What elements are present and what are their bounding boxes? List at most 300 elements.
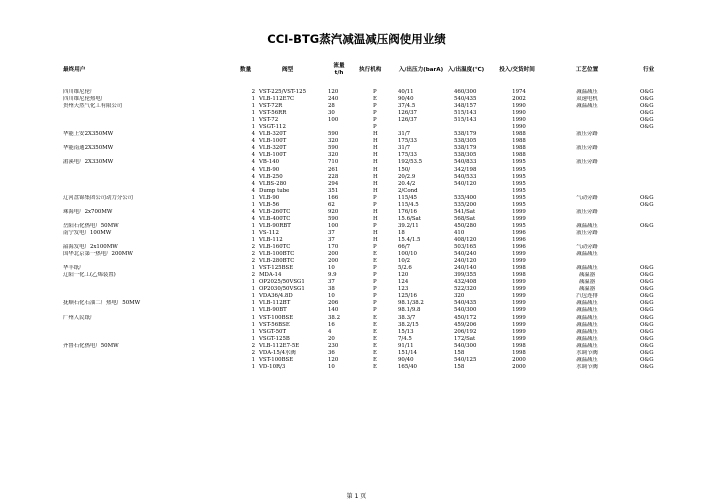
cell-temperature: 399/355 bbox=[454, 272, 477, 279]
cell-year: 1999 bbox=[512, 314, 526, 321]
cell-pressure: 40/11 bbox=[398, 89, 414, 95]
cell-year: 1999 bbox=[512, 286, 526, 293]
cell-position: 液压旁路 bbox=[576, 145, 598, 152]
cell-position: 减温减压 bbox=[576, 335, 598, 342]
cell-model: VLB-160TC bbox=[259, 244, 291, 251]
cell-industry: O&G bbox=[640, 222, 654, 229]
cell-model: VLB-112 bbox=[259, 236, 283, 243]
cell-flow: 206 bbox=[328, 300, 339, 307]
cell-user: 辽阳一化工(乙烯装置) bbox=[63, 272, 116, 279]
cell-qty: 2 bbox=[251, 89, 255, 95]
cell-model: VLB-90 bbox=[259, 194, 280, 201]
cell-position: 减温减压 bbox=[576, 328, 598, 335]
cell-actuator: P bbox=[373, 300, 377, 307]
cell-pressure: 100/10 bbox=[398, 251, 417, 258]
cell-model: VLB-320T bbox=[259, 131, 287, 138]
cell-year: 1988 bbox=[512, 131, 526, 138]
cell-actuator: P bbox=[373, 265, 377, 272]
cell-actuator: E bbox=[373, 328, 377, 335]
cell-position: 减温减压 bbox=[576, 300, 598, 307]
cell-model: VLB-112E7-5E bbox=[259, 342, 300, 349]
cell-user: 四川维尼伦热电厂 bbox=[63, 96, 107, 103]
cell-qty: 1 bbox=[251, 124, 255, 131]
cell-actuator: P bbox=[373, 244, 377, 251]
cell-flow: 166 bbox=[328, 194, 339, 201]
cell-model: VLB-56 bbox=[259, 201, 280, 208]
cell-temperature: 540/833 bbox=[454, 159, 477, 166]
cell-flow: 320 bbox=[328, 152, 339, 159]
cell-model: VB-140 bbox=[259, 159, 280, 166]
cell-user: 辽河盘锦集团公司动力分公司 bbox=[63, 194, 134, 201]
cell-actuator: E bbox=[373, 321, 377, 328]
header-flow: 流量t/h bbox=[333, 63, 345, 76]
cell-temperature: 342/198 bbox=[454, 166, 477, 173]
cell-industry: O&G bbox=[640, 363, 654, 370]
cell-pressure: 165/40 bbox=[398, 363, 417, 370]
table-row bbox=[0, 216, 713, 223]
cell-pressure: 175/33 bbox=[398, 138, 417, 145]
cell-qty: 2 bbox=[251, 342, 255, 349]
cell-temperature: 158 bbox=[454, 349, 465, 356]
table-row bbox=[0, 103, 713, 110]
cell-position: 液压旁路 bbox=[576, 159, 598, 166]
cell-pressure: 176/16 bbox=[398, 208, 417, 215]
cell-temperature: 408/120 bbox=[454, 236, 477, 243]
cell-model: VLB-90RBT bbox=[259, 222, 291, 229]
cell-flow: 38 bbox=[328, 286, 335, 293]
cell-year: 1988 bbox=[512, 145, 526, 152]
cell-model: VST-56BSE bbox=[259, 321, 290, 328]
cell-qty: 1 bbox=[251, 321, 255, 328]
cell-temperature: 515/143 bbox=[454, 110, 477, 117]
cell-industry: O&G bbox=[640, 89, 654, 95]
cell-model: Dump tube bbox=[259, 187, 290, 194]
cell-model: VST-225/VST-125 bbox=[259, 89, 307, 95]
cell-qty: 4 bbox=[251, 145, 255, 152]
table-row bbox=[0, 174, 713, 181]
cell-flow: 10 bbox=[328, 363, 335, 370]
cell-industry: O&G bbox=[640, 300, 654, 307]
cell-temperature: 460/300 bbox=[454, 89, 477, 95]
cell-flow: 10 bbox=[328, 265, 335, 272]
cell-user: 岳阳石化热电厂50MW bbox=[63, 222, 119, 229]
cell-qty: 1 bbox=[251, 201, 255, 208]
cell-pressure: 126/37 bbox=[398, 117, 417, 124]
cell-temperature: 503/165 bbox=[454, 244, 477, 251]
cell-pressure: 98.1/38.2 bbox=[398, 300, 424, 307]
cell-temperature: 206/192 bbox=[454, 328, 477, 335]
cell-pressure: 15.4/1.5 bbox=[398, 236, 421, 243]
table-row bbox=[0, 96, 713, 103]
table-row bbox=[0, 131, 713, 138]
cell-actuator: H bbox=[373, 166, 378, 173]
cell-actuator: H bbox=[373, 145, 378, 152]
table-row bbox=[0, 307, 713, 314]
cell-actuator: H bbox=[373, 152, 378, 159]
cell-pressure: 115/4.5 bbox=[398, 201, 419, 208]
cell-model: VLB-320T bbox=[259, 145, 287, 152]
cell-user: 南宁发电厂100MW bbox=[63, 229, 112, 236]
cell-model: VDA-15/4水阀 bbox=[259, 349, 296, 356]
cell-pressure: 15/13 bbox=[398, 328, 414, 335]
cell-flow: 710 bbox=[328, 159, 339, 166]
cell-flow: 920 bbox=[328, 208, 339, 215]
cell-pressure: 175/33 bbox=[398, 152, 417, 159]
cell-flow: 100 bbox=[328, 117, 339, 124]
cell-pressure: 91/11 bbox=[398, 342, 414, 349]
cell-flow: 36 bbox=[328, 349, 335, 356]
cell-actuator: P bbox=[373, 201, 377, 208]
cell-qty: 4 bbox=[251, 152, 255, 159]
header-industry: 行业 bbox=[643, 66, 655, 73]
cell-flow: 120 bbox=[328, 89, 339, 95]
cell-actuator: P bbox=[373, 222, 377, 229]
cell-user: 四川维尼伦厂 bbox=[63, 89, 96, 95]
cell-temperature: 172/Sat bbox=[454, 335, 476, 342]
cell-position: 气动旁路 bbox=[576, 244, 598, 251]
cell-model: VST-125BSE bbox=[259, 265, 294, 272]
cell-qty: 4 bbox=[251, 208, 255, 215]
table-row bbox=[0, 230, 713, 237]
cell-flow: 16 bbox=[328, 321, 335, 328]
cell-pressure: 123 bbox=[398, 286, 409, 293]
cell-actuator: E bbox=[373, 356, 377, 363]
cell-qty: 1 bbox=[251, 307, 255, 314]
cell-year: 1990 bbox=[512, 124, 526, 131]
cell-year: 1990 bbox=[512, 103, 526, 110]
cell-model: VLB-112E7C bbox=[259, 96, 295, 103]
cell-qty: 2 bbox=[251, 258, 255, 265]
cell-temperature: 450/280 bbox=[454, 222, 477, 229]
cell-qty: 1 bbox=[251, 363, 255, 370]
cell-qty: 1 bbox=[251, 103, 255, 110]
cell-pressure: 98.1/9.8 bbox=[398, 307, 421, 314]
cell-temperature: 538/305 bbox=[454, 138, 477, 145]
cell-actuator: H bbox=[373, 138, 378, 145]
cell-pressure: 150/ bbox=[398, 166, 411, 173]
table-row bbox=[0, 223, 713, 230]
cell-temperature: 540/435 bbox=[454, 96, 477, 103]
cell-model: VS-112 bbox=[259, 229, 279, 236]
cell-model: VSGT-125B bbox=[259, 335, 290, 342]
header-user: 最终用户 bbox=[63, 66, 86, 73]
cell-pressure: 90/40 bbox=[398, 356, 414, 363]
cell-industry: O&G bbox=[640, 286, 654, 293]
table-row bbox=[0, 138, 713, 145]
cell-qty: 1 bbox=[251, 328, 255, 335]
cell-year: 1988 bbox=[512, 138, 526, 145]
cell-user: 贵州天然气化工有限公司 bbox=[63, 103, 123, 110]
cell-flow: 10 bbox=[328, 293, 335, 300]
cell-user: 齐鲁石化热电厂50MW bbox=[63, 342, 119, 349]
cell-pressure: 31/7 bbox=[398, 131, 411, 138]
cell-model: VST-100BSE bbox=[259, 314, 294, 321]
cell-temperature: 540/533 bbox=[454, 173, 477, 180]
cell-flow: 62 bbox=[328, 201, 335, 208]
cell-actuator: P bbox=[373, 89, 377, 95]
cell-actuator: E bbox=[373, 349, 377, 356]
header-position: 工艺位置 bbox=[575, 66, 599, 73]
cell-industry: O&G bbox=[640, 201, 654, 208]
cell-year: 1998 bbox=[512, 349, 526, 356]
cell-temperature: 432/408 bbox=[454, 279, 477, 286]
cell-pressure: 37/4.5 bbox=[398, 103, 416, 110]
cell-flow: 4 bbox=[328, 328, 332, 335]
cell-qty: 1 bbox=[251, 110, 255, 117]
cell-user: 抚顺石化石油二厂热电厂50MW bbox=[63, 300, 141, 307]
cell-industry: O&G bbox=[640, 293, 654, 300]
reference-table bbox=[0, 89, 713, 371]
cell-flow: 261 bbox=[328, 166, 339, 173]
cell-pressure: 20.4/2 bbox=[398, 180, 416, 187]
cell-qty: 1 bbox=[251, 265, 255, 272]
cell-pressure: 38.2/15 bbox=[398, 321, 419, 328]
cell-pressure: 18 bbox=[398, 229, 405, 236]
table-row bbox=[0, 300, 713, 307]
cell-qty: 1 bbox=[251, 279, 255, 286]
cell-industry: O&G bbox=[640, 96, 654, 103]
cell-qty: 1 bbox=[251, 194, 255, 201]
cell-temperature: 459/206 bbox=[454, 321, 477, 328]
cell-actuator: E bbox=[373, 96, 377, 103]
cell-industry: O&G bbox=[640, 117, 654, 124]
cell-pressure: 120 bbox=[398, 272, 409, 279]
cell-pressure: 90/40 bbox=[398, 96, 414, 103]
cell-model: VDA36/4.8D bbox=[259, 293, 293, 300]
cell-temperature: 535/400 bbox=[454, 194, 477, 201]
table-row bbox=[0, 329, 713, 336]
cell-year: 1999 bbox=[512, 307, 526, 314]
cell-industry: O&G bbox=[640, 356, 654, 363]
cell-user: 广州人民纸厂 bbox=[63, 314, 96, 321]
cell-temperature: 240/120 bbox=[454, 258, 477, 265]
cell-temperature: 540/240 bbox=[454, 251, 477, 258]
cell-flow: 200 bbox=[328, 251, 339, 258]
cell-actuator: P bbox=[373, 279, 377, 286]
cell-qty: 4 bbox=[251, 138, 255, 145]
cell-year: 1995 bbox=[512, 187, 526, 194]
cell-qty: 1 bbox=[251, 300, 255, 307]
cell-pressure: 38.3/7 bbox=[398, 314, 416, 321]
cell-flow: 351 bbox=[328, 187, 339, 194]
table-row bbox=[0, 364, 713, 371]
cell-user: 湄溪电厂2X330MW bbox=[63, 159, 114, 166]
cell-year: 1999 bbox=[512, 300, 526, 307]
cell-flow: 590 bbox=[328, 215, 339, 222]
cell-model: VLB-90 bbox=[259, 166, 280, 173]
cell-industry: O&G bbox=[640, 342, 654, 349]
cell-industry: O&G bbox=[640, 110, 654, 117]
table-row bbox=[0, 293, 713, 300]
table-row bbox=[0, 145, 713, 152]
cell-pressure: 20/2.9 bbox=[398, 173, 416, 180]
cell-flow: 20 bbox=[328, 335, 335, 342]
cell-qty: 1 bbox=[251, 236, 255, 243]
cell-flow: 140 bbox=[328, 307, 339, 314]
cell-flow: 240 bbox=[328, 96, 339, 103]
cell-model: VLB-100T bbox=[259, 138, 287, 145]
cell-temperature: 240/140 bbox=[454, 265, 477, 272]
cell-temperature: 541/Sat bbox=[454, 208, 476, 215]
cell-position: 液压旁路 bbox=[576, 229, 598, 236]
cell-model: OP2025/50VSG1 bbox=[259, 279, 305, 286]
cell-position: 减温减压 bbox=[576, 342, 598, 349]
cell-model: VLB-280BTC bbox=[259, 258, 295, 265]
cell-qty: 4 bbox=[251, 180, 255, 187]
cell-year: 1999 bbox=[512, 321, 526, 328]
cell-flow: 120 bbox=[328, 356, 339, 363]
cell-industry: O&G bbox=[640, 307, 654, 314]
cell-actuator: P bbox=[373, 103, 377, 110]
cell-model: VLB-100BTC bbox=[259, 251, 295, 258]
cell-flow: 37 bbox=[328, 279, 335, 286]
cell-qty: 1 bbox=[251, 293, 255, 300]
cell-model: VSGT-112 bbox=[259, 124, 286, 131]
cell-industry: O&G bbox=[640, 124, 654, 131]
cell-industry: O&G bbox=[640, 335, 654, 342]
cell-flow: 28 bbox=[328, 103, 335, 110]
table-row bbox=[0, 167, 713, 174]
cell-qty: 1 bbox=[251, 117, 255, 124]
cell-year: 1990 bbox=[512, 110, 526, 117]
page-title: CCI-BTG蒸汽减温减压阀使用业绩 bbox=[267, 32, 446, 46]
table-row bbox=[0, 124, 713, 131]
table-row bbox=[0, 159, 713, 166]
cell-industry: O&G bbox=[640, 103, 654, 110]
cell-actuator: P bbox=[373, 194, 377, 201]
cell-year: 1995 bbox=[512, 201, 526, 208]
cell-actuator: P bbox=[373, 124, 377, 131]
cell-user: 国华北京第一热电厂200MW bbox=[63, 251, 133, 258]
cell-temperature: 450/172 bbox=[454, 314, 477, 321]
cell-qty: 1 bbox=[251, 356, 255, 363]
cell-actuator: H bbox=[373, 208, 378, 215]
cell-position: 减温器 bbox=[578, 279, 596, 286]
cell-actuator: E bbox=[373, 258, 377, 265]
cell-qty: 1 bbox=[251, 286, 255, 293]
cell-temperature: 535/200 bbox=[454, 201, 477, 208]
cell-industry: O&G bbox=[640, 272, 654, 279]
cell-actuator: H bbox=[373, 131, 378, 138]
cell-flow: 170 bbox=[328, 244, 339, 251]
table-row bbox=[0, 343, 713, 350]
cell-temperature: 515/143 bbox=[454, 117, 477, 124]
cell-actuator: E bbox=[373, 342, 377, 349]
cell-position: 减温减压 bbox=[576, 321, 598, 328]
cell-actuator: P bbox=[373, 117, 377, 124]
table-row bbox=[0, 286, 713, 293]
cell-actuator: H bbox=[373, 159, 378, 166]
cell-actuator: P bbox=[373, 307, 377, 314]
cell-flow: 320 bbox=[328, 138, 339, 145]
table-row bbox=[0, 110, 713, 117]
cell-temperature: 540/300 bbox=[454, 307, 477, 314]
cell-year: 1998 bbox=[512, 342, 526, 349]
cell-industry: O&G bbox=[640, 349, 654, 356]
cell-qty: 4 bbox=[251, 187, 255, 194]
cell-industry: O&G bbox=[640, 321, 654, 328]
cell-flow: 37 bbox=[328, 229, 335, 236]
cell-year: 2000 bbox=[512, 363, 526, 370]
cell-year: 1999 bbox=[512, 328, 526, 335]
cell-temperature: 158 bbox=[454, 363, 465, 370]
cell-actuator: H bbox=[373, 187, 378, 194]
page-number: 第 1 页 bbox=[346, 493, 367, 500]
header-actuator: 执行机构 bbox=[359, 66, 382, 73]
table-row bbox=[0, 195, 713, 202]
cell-pressure: 192/53.5 bbox=[398, 159, 423, 166]
table-row bbox=[0, 336, 713, 343]
cell-position: 液压旁路 bbox=[576, 131, 598, 138]
cell-actuator: E bbox=[373, 363, 377, 370]
cell-pressure: 125/16 bbox=[398, 293, 417, 300]
cell-model: OP2030/50VSG1 bbox=[259, 286, 305, 293]
cell-actuator: E bbox=[373, 314, 377, 321]
cell-year: 1988 bbox=[512, 152, 526, 159]
cell-qty: 1 bbox=[251, 229, 255, 236]
cell-flow: 590 bbox=[328, 145, 339, 152]
cell-year: 1974 bbox=[512, 89, 526, 95]
cell-actuator: P bbox=[373, 286, 377, 293]
cell-position: 双速电机 bbox=[576, 96, 598, 103]
cell-year: 2000 bbox=[512, 356, 526, 363]
cell-position: 水调节阀 bbox=[576, 363, 598, 370]
cell-position: 减温减压 bbox=[576, 314, 598, 321]
table-row bbox=[0, 188, 713, 195]
cell-flow: 228 bbox=[328, 173, 339, 180]
cell-actuator: E bbox=[373, 251, 377, 258]
cell-position: 气动旁路 bbox=[576, 194, 598, 201]
header-qty: 数量 bbox=[240, 66, 252, 73]
cell-temperature: 410 bbox=[454, 229, 465, 236]
cell-temperature: 538/179 bbox=[454, 145, 477, 152]
cell-industry: O&G bbox=[640, 328, 654, 335]
cell-year: 1996 bbox=[512, 236, 526, 243]
header-year: 投入/交货时间 bbox=[499, 66, 535, 73]
cell-temperature: 522/320 bbox=[454, 286, 477, 293]
cell-actuator: P bbox=[373, 272, 377, 279]
cell-position: 减温减压 bbox=[576, 307, 598, 314]
cell-position: 减温减压 bbox=[576, 265, 598, 272]
cell-temperature: 540/300 bbox=[454, 342, 477, 349]
cell-actuator: P bbox=[373, 293, 377, 300]
cell-model: VSGT-50T bbox=[259, 328, 287, 335]
table-row bbox=[0, 237, 713, 244]
cell-actuator: H bbox=[373, 173, 378, 180]
cell-flow: 294 bbox=[328, 180, 339, 187]
cell-temperature: 540/435 bbox=[454, 300, 477, 307]
cell-year: 1999 bbox=[512, 279, 526, 286]
cell-pressure: 115/45 bbox=[398, 194, 417, 201]
cell-flow: 30 bbox=[328, 110, 335, 117]
cell-temperature: 568/Sat bbox=[454, 215, 476, 222]
table-row bbox=[0, 357, 713, 364]
cell-flow: 200 bbox=[328, 258, 339, 265]
cell-year: 1996 bbox=[512, 244, 526, 251]
cell-user: 珠海电厂2x700MW bbox=[63, 208, 113, 215]
header-pressure: 入/出压力(barA) bbox=[398, 66, 444, 73]
cell-model: VLB-100T bbox=[259, 152, 287, 159]
cell-position: 减温减压 bbox=[576, 356, 598, 363]
table-row bbox=[0, 279, 713, 286]
cell-actuator: H bbox=[373, 215, 378, 222]
cell-flow: 38.2 bbox=[328, 314, 341, 321]
table-row bbox=[0, 272, 713, 279]
cell-qty: 4 bbox=[251, 166, 255, 173]
cell-temperature: 538/179 bbox=[454, 131, 477, 138]
cell-qty: 2 bbox=[251, 244, 255, 251]
table-row bbox=[0, 265, 713, 272]
